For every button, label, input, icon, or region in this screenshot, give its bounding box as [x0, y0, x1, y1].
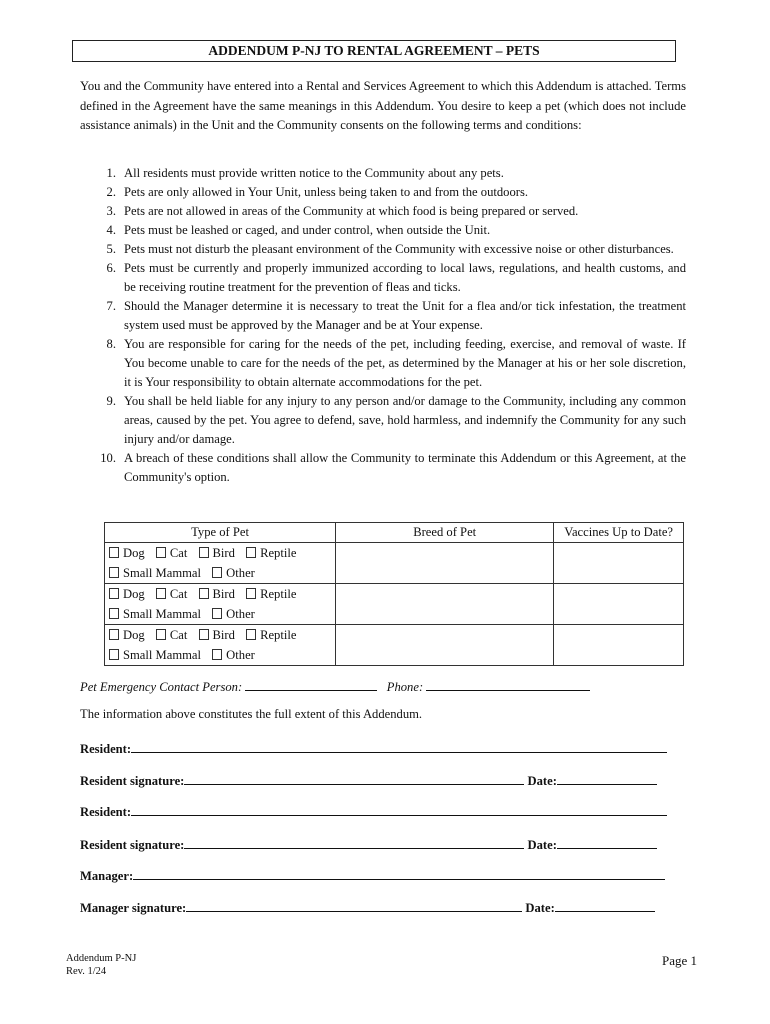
condition-item: 6. Pets must be currently and properly immunized according to local laws, regulations, and health customs, and be receiving routine treatment for the prevention of fleas and ticks. — [106, 261, 686, 294]
condition-item: 1. All residents must provide written notice to the Community about any pets. — [106, 166, 504, 180]
table-row — [105, 584, 684, 625]
date-label: Date: — [525, 901, 555, 915]
option-dog[interactable]: Dog — [109, 587, 145, 601]
checkbox[interactable] — [246, 588, 256, 599]
option-dog[interactable]: Dog — [109, 546, 145, 560]
condition-item: 5. Pets must not disturb the pleasant environment of the Community with excessive noise or other disturbances. — [106, 242, 674, 256]
checkbox[interactable] — [109, 547, 119, 558]
checkbox[interactable] — [246, 629, 256, 640]
vaccines-cell[interactable] — [554, 543, 684, 584]
option-cat[interactable]: Cat — [156, 546, 188, 560]
resident-line-2 — [80, 802, 667, 820]
option-small-mammal[interactable]: Small Mammal — [109, 566, 201, 580]
option-reptile[interactable]: Reptile — [246, 587, 296, 601]
resident-label: Resident: — [80, 805, 132, 819]
checkbox[interactable] — [109, 567, 119, 578]
header-type-of-pet: Type of Pet — [105, 523, 336, 543]
vaccines-cell[interactable] — [554, 584, 684, 625]
conditions-list — [80, 164, 686, 487]
checkbox[interactable] — [212, 608, 222, 619]
contact-person-label: Pet Emergency Contact Person — [80, 680, 238, 694]
intro-paragraph: You and the Community have entered into a Rental and Services Agreement to which this Addendum is attached. Terms defined in the Agreement have the same meanings in this Addendum. You desire to keep a pet (which does not include assistance animals) in the Unit and the Community consents on the following terms and conditions: — [80, 79, 686, 133]
breed-cell[interactable] — [336, 625, 554, 666]
table-row — [105, 543, 684, 584]
revision: Rev. 1/24 — [66, 966, 107, 977]
pet-type-cell — [105, 543, 336, 584]
form-name: Addendum P-NJ — [66, 953, 137, 964]
resident-label: Resident: — [80, 742, 132, 756]
option-small-mammal[interactable]: Small Mammal — [109, 607, 201, 621]
condition-item: 2. Pets are only allowed in Your Unit, unless being taken to and from the outdoors. — [106, 185, 528, 199]
manager-label: Manager: — [80, 869, 134, 883]
checkbox[interactable] — [109, 629, 119, 640]
resident-signature-field[interactable] — [184, 771, 524, 785]
condition-item: 10. A breach of these conditions shall allow the Community to terminate this Addendum or this Agreement, at the Community's option. — [100, 451, 686, 484]
option-other[interactable]: Other — [212, 566, 255, 580]
option-reptile[interactable]: Reptile — [246, 546, 296, 560]
checkbox[interactable] — [199, 547, 209, 558]
option-other[interactable]: Other — [212, 607, 255, 621]
manager-name-field[interactable] — [133, 866, 665, 880]
breed-cell[interactable] — [336, 584, 554, 625]
condition-item: 8. You are responsible for caring for the needs of the pet, including feeding, exercise, and removal of waste. If You become unable to care for the needs of the pet, as determined by the Manager at his or her sole discretion, it is Your responsibility to obtain alternate accommodations for the pet. — [106, 337, 686, 389]
date-label: Date: — [527, 774, 557, 788]
manager-line — [80, 866, 665, 884]
full-extent-statement: The information above constitutes the full extent of this Addendum. — [80, 707, 423, 721]
manager-signature-label: Manager signature: — [80, 901, 187, 915]
page-number: Page 1 — [662, 953, 698, 968]
header-vaccines: Vaccines Up to Date? — [554, 523, 684, 543]
phone-field[interactable] — [426, 678, 590, 691]
option-bird[interactable]: Bird — [199, 628, 235, 642]
checkbox[interactable] — [212, 567, 222, 578]
breed-cell[interactable] — [336, 543, 554, 584]
date-field[interactable] — [557, 771, 657, 785]
pet-table — [104, 522, 684, 666]
pet-type-cell — [105, 625, 336, 666]
option-dog[interactable]: Dog — [109, 628, 145, 642]
header-breed-of-pet: Breed of Pet — [336, 523, 554, 543]
date-label: Date: — [527, 838, 557, 852]
checkbox[interactable] — [199, 588, 209, 599]
pet-type-cell — [105, 584, 336, 625]
resident-signature-label: Resident signature: — [80, 774, 185, 788]
condition-item: 7. Should the Manager determine it is necessary to treat the Unit for a flea and/or tick infestation, the treatment system used must be approved by the Manager and be at Your expense. — [106, 299, 686, 332]
date-field[interactable] — [557, 835, 657, 849]
table-row — [105, 625, 684, 666]
resident-name-field[interactable] — [131, 802, 667, 816]
checkbox[interactable] — [156, 588, 166, 599]
checkbox[interactable] — [109, 588, 119, 599]
manager-signature-line — [80, 898, 655, 916]
option-bird[interactable]: Bird — [199, 587, 235, 601]
resident-line-1 — [80, 739, 667, 757]
option-other[interactable]: Other — [212, 648, 255, 662]
date-field[interactable] — [555, 898, 655, 912]
option-cat[interactable]: Cat — [156, 587, 188, 601]
checkbox[interactable] — [109, 608, 119, 619]
condition-item: 9. You shall be held liable for any injury to any person and/or damage to the Community, including any common areas, caused by the pet. You agree to defend, save, hold harmless, and indemnify the Community for any such injury and/or damage. — [106, 394, 686, 446]
option-cat[interactable]: Cat — [156, 628, 188, 642]
checkbox[interactable] — [246, 547, 256, 558]
option-small-mammal[interactable]: Small Mammal — [109, 648, 201, 662]
checkbox[interactable] — [156, 547, 166, 558]
checkbox[interactable] — [156, 629, 166, 640]
emergency-contact-line: Pet Emergency Contact Person: Phone: — [80, 678, 590, 695]
vaccines-cell[interactable] — [554, 625, 684, 666]
phone-label: Phone — [386, 680, 419, 694]
resident-signature-line-2 — [80, 835, 657, 853]
condition-item: 3. Pets are not allowed in areas of the Community at which food is being prepared or served. — [106, 204, 579, 218]
checkbox[interactable] — [109, 649, 119, 660]
contact-person-field[interactable] — [245, 678, 377, 691]
checkbox[interactable] — [212, 649, 222, 660]
document-title: ADDENDUM P-NJ TO RENTAL AGREEMENT – PETS — [72, 40, 676, 62]
checkbox[interactable] — [199, 629, 209, 640]
resident-name-field[interactable] — [131, 739, 667, 753]
resident-signature-field[interactable] — [184, 835, 524, 849]
condition-item: 4. Pets must be leashed or caged, and under control, when outside the Unit. — [106, 223, 491, 237]
footer-form-info — [66, 952, 136, 978]
resident-signature-label: Resident signature: — [80, 838, 185, 852]
option-bird[interactable]: Bird — [199, 546, 235, 560]
manager-signature-field[interactable] — [186, 898, 522, 912]
option-reptile[interactable]: Reptile — [246, 628, 296, 642]
resident-signature-line-1 — [80, 771, 657, 789]
